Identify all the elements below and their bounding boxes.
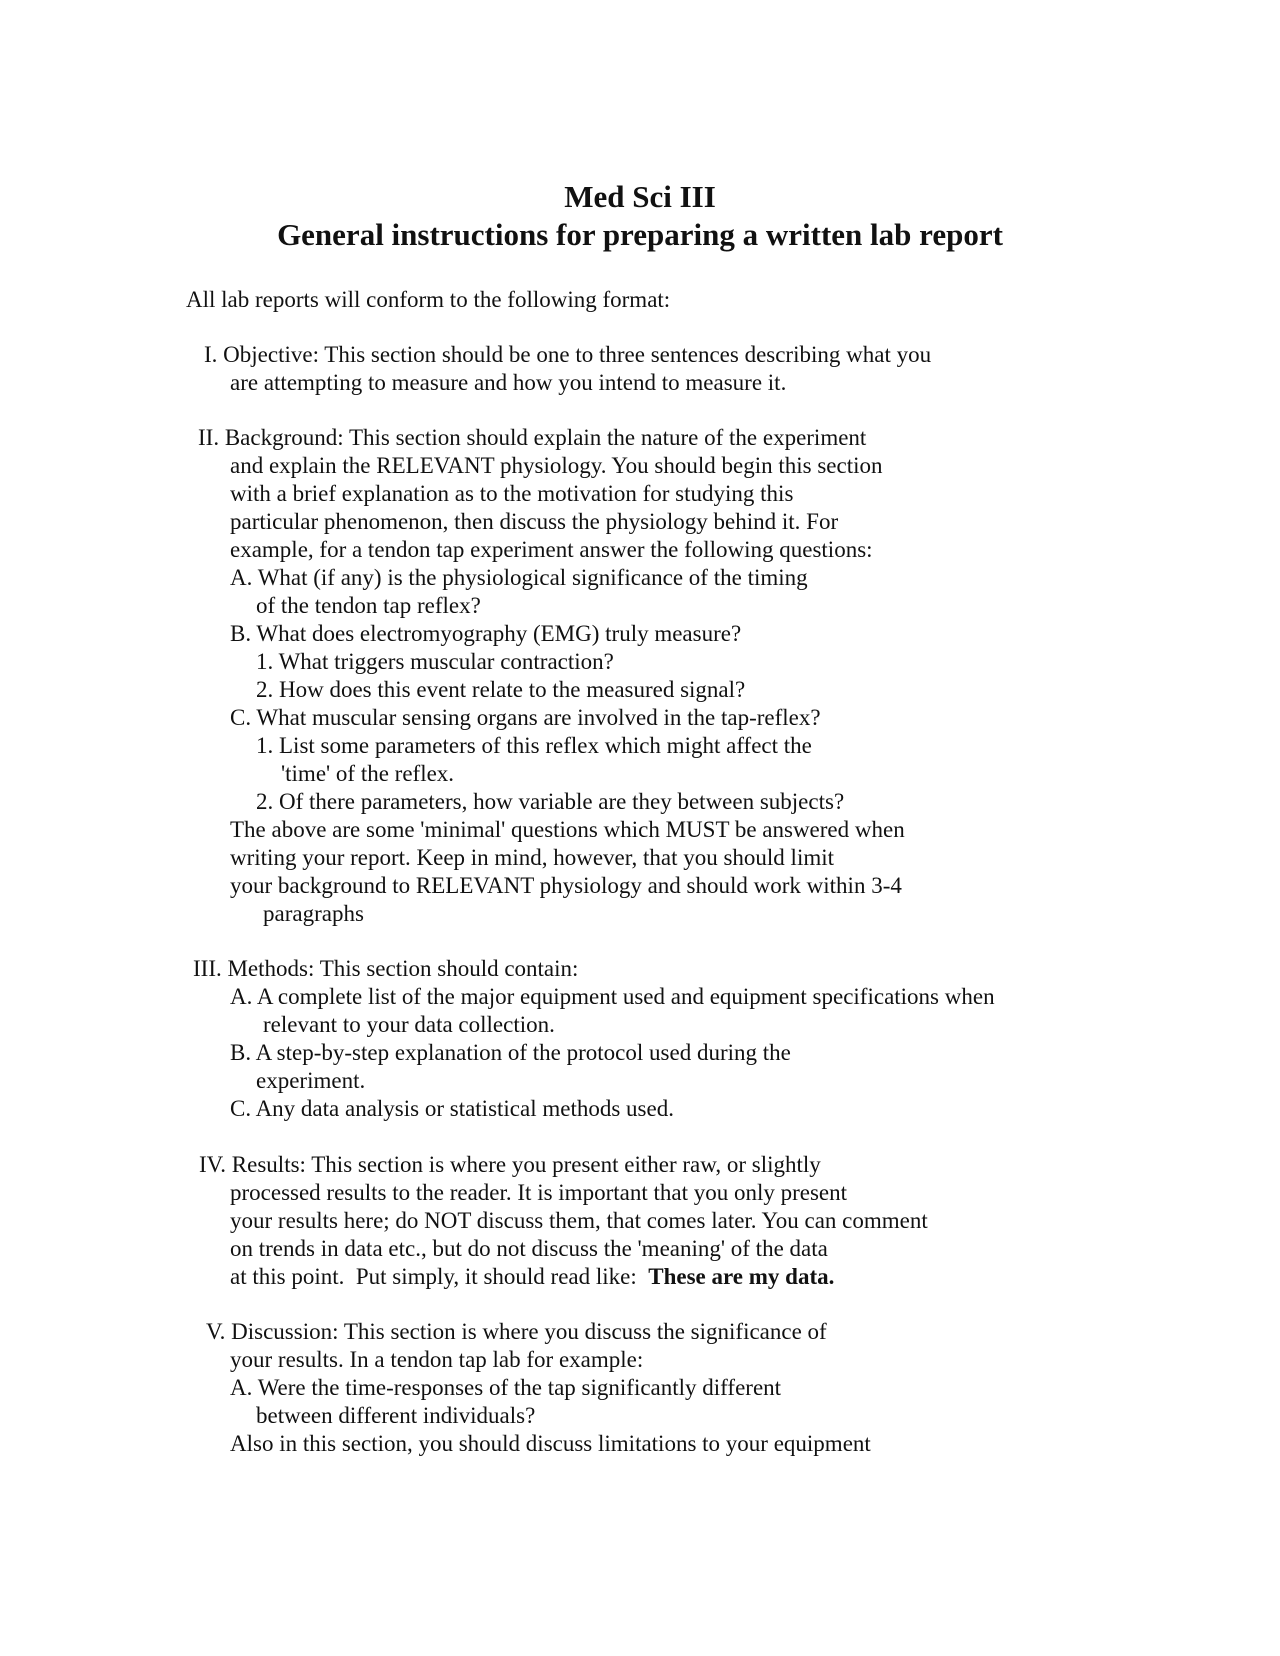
results-emphasis: These are my data.: [648, 1264, 835, 1289]
results-line-2: processed results to the reader. It is important that you only present: [230, 1180, 848, 1205]
background-item-b-2: 2. How does this event relate to the measured signal?: [256, 677, 746, 702]
background-line-3: with a brief explanation as to the motivation for studying this: [230, 481, 794, 506]
document-subtitle: General instructions for preparing a written lab report: [277, 217, 1003, 252]
background-minimal-line-2: writing your report. Keep in mind, however, that you should limit: [230, 845, 835, 870]
methods-line-1: III. Methods: This section should contain:: [193, 956, 579, 981]
discussion-item-a-line-2: between different individuals?: [256, 1403, 536, 1428]
background-minimal-line-4: paragraphs: [263, 901, 364, 926]
background-item-a-line-2: of the tendon tap reflex?: [256, 593, 481, 618]
results-line-5-text: at this point. Put simply, it should read like:: [230, 1264, 649, 1289]
results-line-5: [230, 1263, 834, 1291]
methods-item-a-line-1: A. A complete list of the major equipment used and equipment specifications when: [230, 984, 995, 1009]
background-line-2: and explain the RELEVANT physiology. You should begin this section: [230, 453, 883, 478]
background-item-c-1-line-2: 'time' of the reflex.: [281, 761, 455, 786]
discussion-line-1: V. Discussion: This section is where you discuss the significance of: [206, 1319, 827, 1344]
methods-item-b-line-2: experiment.: [256, 1068, 366, 1093]
results-line-4: on trends in data etc., but do not discuss the 'meaning' of the data: [230, 1236, 828, 1261]
background-item-c-1-line-1: 1. List some parameters of this reflex which might affect the: [256, 733, 812, 758]
background-minimal-line-1: The above are some 'minimal' questions which MUST be answered when: [230, 817, 905, 842]
methods-item-c: C. Any data analysis or statistical methods used.: [230, 1096, 674, 1121]
results-line-3: your results here; do NOT discuss them, that comes later. You can comment: [230, 1208, 928, 1233]
background-item-b-1: 1. What triggers muscular contraction?: [256, 649, 614, 674]
background-item-a-line-1: A. What (if any) is the physiological significance of the timing: [230, 565, 808, 590]
document-title: Med Sci III: [564, 179, 716, 214]
background-item-c-2: 2. Of there parameters, how variable are they between subjects?: [256, 789, 845, 814]
discussion-line-2: your results. In a tendon tap lab for example:: [230, 1347, 644, 1372]
discussion-line-3: Also in this section, you should discuss limitations to your equipment: [230, 1431, 871, 1456]
background-minimal-line-3: your background to RELEVANT physiology and should work within 3-4: [230, 873, 902, 898]
background-item-b: B. What does electromyography (EMG) truly measure?: [230, 621, 742, 646]
discussion-item-a-line-1: A. Were the time-responses of the tap significantly different: [230, 1375, 782, 1400]
background-line-4: particular phenomenon, then discuss the physiology behind it. For: [230, 509, 839, 534]
background-line-1: II. Background: This section should explain the nature of the experiment: [198, 425, 867, 450]
intro-text: All lab reports will conform to the following format:: [186, 287, 671, 312]
background-line-5: example, for a tendon tap experiment answer the following questions:: [230, 537, 873, 562]
methods-item-a-line-2: relevant to your data collection.: [263, 1012, 555, 1037]
methods-item-b-line-1: B. A step-by-step explanation of the protocol used during the: [230, 1040, 791, 1065]
background-item-c: C. What muscular sensing organs are involved in the tap-reflex?: [230, 705, 821, 730]
objective-line-1: I. Objective: This section should be one to three sentences describing what you: [204, 342, 932, 367]
objective-line-2: are attempting to measure and how you intend to measure it.: [230, 370, 787, 395]
results-line-1: IV. Results: This section is where you present either raw, or slightly: [199, 1152, 821, 1177]
